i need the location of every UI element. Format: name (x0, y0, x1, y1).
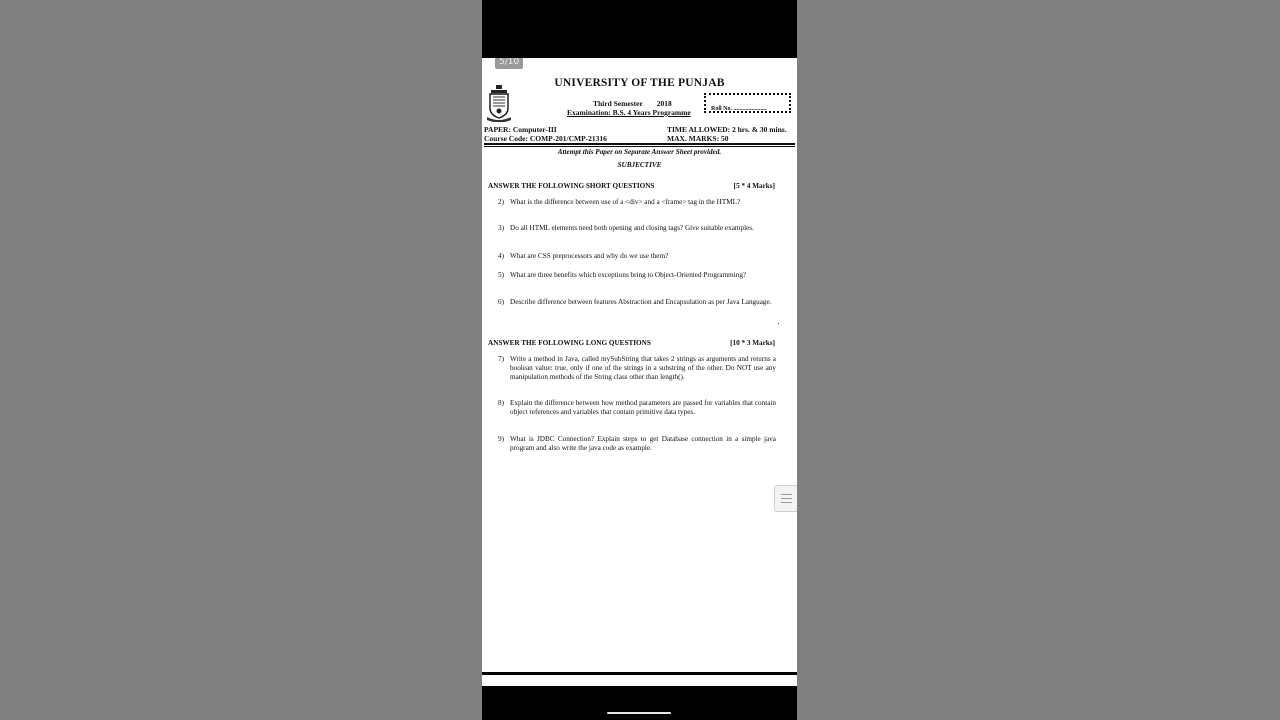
handle-line (781, 494, 792, 495)
question-item (498, 271, 776, 280)
short-questions-title: ANSWER THE FOLLOWING SHORT QUESTIONS (488, 182, 655, 190)
page-counter: 5/10 (495, 58, 523, 69)
question-text: What are CSS preprocessors and why do we use them? (510, 252, 669, 260)
question-text: Do all HTML elements need both opening and closing tags? Give suitable examples. (510, 224, 754, 232)
question-item (498, 435, 776, 453)
question-item (498, 198, 776, 207)
course-code: Course Code: COMP-201/CMP-21316 (484, 134, 607, 143)
question-text: Describe difference between features Abstraction and Encapsulation as per Java Language. (510, 298, 772, 306)
question-number: 8) (498, 399, 504, 407)
long-questions-title: ANSWER THE FOLLOWING LONG QUESTIONS (488, 339, 651, 347)
time-allowed: TIME ALLOWED: 2 hrs. & 30 mins. (667, 125, 787, 134)
question-item (498, 355, 776, 382)
roll-number-box (704, 93, 791, 113)
roll-number-label: Roll No. ...................... (711, 106, 767, 112)
paper-label: PAPER: Computer-III (484, 125, 557, 134)
home-indicator[interactable] (607, 712, 671, 714)
exam-paper-page[interactable] (482, 58, 797, 672)
scroll-handle[interactable] (774, 485, 797, 512)
subjective-heading: SUBJECTIVE (617, 161, 662, 169)
handle-line (781, 502, 792, 503)
question-number: 5) (498, 271, 504, 279)
university-title: UNIVERSITY OF THE PUNJAB (554, 77, 725, 89)
question-number: 7) (498, 355, 504, 363)
question-text: What are three benefits which exceptions bring to Object-Oriented Programming? (510, 271, 747, 279)
handle-line (781, 498, 792, 499)
long-questions-heading (488, 339, 775, 347)
question-text: Write a method in Java, called mySubString that takes 2 strings as arguments and returns a boolean value: true, only if one of the strings in a substring of the other. Do NOT use any manipulation methods of the String class other than length(). (510, 355, 776, 381)
document-viewer (482, 0, 797, 720)
max-marks: MAX. MARKS: 50 (667, 134, 729, 143)
question-number: 6) (498, 298, 504, 306)
question-item (498, 298, 776, 307)
university-crest-icon (486, 84, 512, 122)
question-text: What is the difference between use of a <div> and a <frame> tag in the HTML? (510, 198, 741, 206)
question-number: 2) (498, 198, 504, 206)
header-divider-thin (484, 146, 795, 147)
instruction-text: Attempt this Paper on Separate Answer Sheet provided. (557, 148, 722, 156)
semester-line (593, 99, 672, 108)
long-questions-marks: [10 * 3 Marks] (730, 339, 775, 347)
short-questions-heading (488, 182, 775, 190)
semester-label: Third Semester (593, 99, 643, 108)
next-page-peek[interactable] (482, 675, 797, 686)
question-text: What is JDBC Connection? Explain steps to get Database connection in a simple java program and also write the java code as example. (510, 435, 776, 452)
scan-speck (778, 323, 779, 324)
question-number: 9) (498, 435, 504, 443)
header-divider-thick (484, 143, 795, 145)
question-item (498, 224, 776, 233)
question-number: 3) (498, 224, 504, 232)
short-questions-marks: [5 * 4 Marks] (733, 182, 775, 190)
question-number: 4) (498, 252, 504, 260)
question-item (498, 252, 776, 261)
examination-line: Examination: B.S. 4 Years Programme (567, 108, 691, 117)
semester-year: 2018 (656, 99, 672, 108)
question-item (498, 399, 776, 417)
question-text: Explain the difference between how method parameters are passed for variables that contain object references and variables that contain primitive data types. (510, 399, 776, 416)
